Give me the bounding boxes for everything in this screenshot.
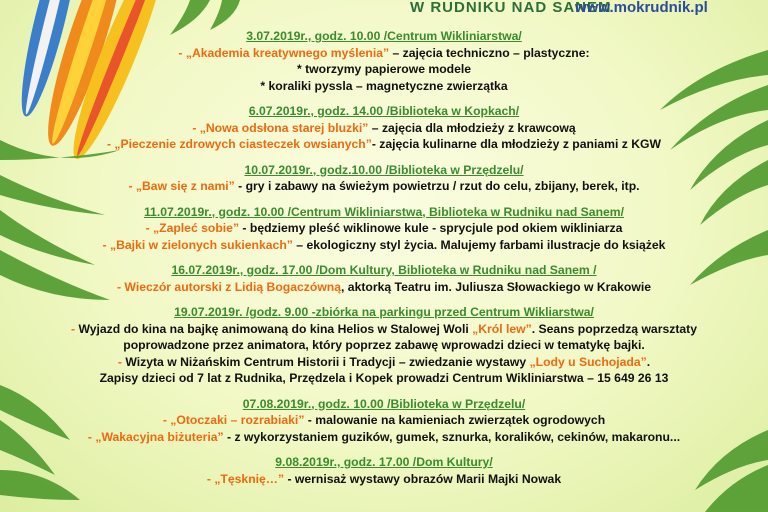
event-line bbox=[0, 354, 768, 371]
event-line bbox=[0, 178, 768, 195]
event-pre: - bbox=[116, 279, 125, 294]
event-pre: - bbox=[70, 321, 79, 336]
event-date: 07.08.2019r., godz. 10.00 /Biblioteka w Przędzelu/ bbox=[242, 396, 526, 411]
event-line bbox=[0, 471, 768, 488]
event-line bbox=[0, 136, 768, 153]
event-hl: „Baw się z nami” bbox=[135, 179, 235, 193]
header-title: W RUDNIKU NAD SANEM bbox=[410, 0, 612, 16]
event-hl: „Pieczenie zdrowych ciasteczek owsianych” bbox=[114, 137, 372, 151]
event-line bbox=[0, 61, 768, 78]
event-post: - zajęcia kulinarne dla młodzieży z paniami z KGW bbox=[371, 137, 662, 151]
event-post: - wernisaż wystawy obrazów Marii Majki Nowak bbox=[284, 471, 562, 486]
event-pre: - bbox=[87, 429, 96, 444]
event-line bbox=[0, 321, 768, 338]
event-block bbox=[0, 262, 768, 295]
event-hl: „Bajki w zielonych sukienkach” bbox=[110, 237, 293, 252]
event-post: poprowadzone przez animatora, który poprzez zabawę wprowadzi dzieci w tematykę bajki. bbox=[123, 338, 645, 352]
event-post: – zajęcia dla młodzieży z krawcową bbox=[368, 120, 576, 135]
event-block bbox=[0, 396, 768, 446]
event-block bbox=[0, 454, 768, 487]
event-post: Zapisy dzieci od 7 lat z Rudnika, Przędzela i Kopek prowadzi Centrum Wikliniarstwa – 15 649 26 13 bbox=[99, 371, 669, 385]
event-date: 11.07.2019r., godz. 10.00 /Centrum Wikliniarstwa, Biblioteka w Rudniku nad Sanem/ bbox=[143, 204, 625, 219]
event-post: Wizyta w Niżańskim Centrum Historii i Tradycji – zwiedzanie wystawy bbox=[125, 354, 530, 369]
event-line bbox=[0, 429, 768, 446]
event-line bbox=[0, 220, 768, 237]
event-hl: „Otoczaki – rozrabiaki” bbox=[170, 413, 305, 427]
event-pre: - bbox=[162, 413, 171, 427]
event-date: 9.08.2019r., godz. 17.00 /Dom Kultury/ bbox=[275, 455, 493, 469]
event-pre: - bbox=[178, 45, 186, 60]
event-post: * tworzymy papierowe modele bbox=[296, 62, 472, 76]
event-hl: „Zapleć sobie” bbox=[153, 221, 240, 235]
event-post: - gry i zabawy na świeżym powietrzu / rzut do celu, zbijany, berek, itp. bbox=[234, 179, 640, 193]
event-post: * koraliki pyssla – magnetyczne zwierzątka bbox=[260, 78, 508, 93]
event-hl: „Akademia kreatywnego myślenia” bbox=[185, 45, 390, 60]
event-block bbox=[0, 204, 768, 254]
event-line bbox=[0, 237, 768, 254]
event-post: – zajęcia techniczno – plastyczne: bbox=[389, 45, 590, 60]
event-pre: - bbox=[128, 179, 136, 193]
event-post: - malowanie na kamieniach zwierzątek ogrodowych bbox=[304, 413, 606, 427]
event-pre: - bbox=[102, 237, 110, 252]
event-pre: - bbox=[192, 120, 200, 135]
event-block bbox=[0, 28, 768, 94]
event-line bbox=[0, 120, 768, 137]
event-line bbox=[0, 412, 768, 429]
event-date: 6.07.2019r., godz. 14.00 /Biblioteka w Kopkach/ bbox=[248, 104, 520, 118]
event-date: 19.07.2019r. /godz. 9.00 -zbiórka na parkingu przed Centrum Wikliarstwa/ bbox=[174, 305, 594, 319]
event-post: – ekologiczny styl życia. Malujemy farbami ilustracje do książek bbox=[292, 237, 666, 252]
event-line bbox=[0, 279, 768, 296]
event-hl: „Tęsknię…” bbox=[214, 471, 285, 486]
event-pre: - bbox=[117, 354, 126, 369]
event-hl2: „Lody u Suchojada” bbox=[529, 354, 647, 369]
event-hl2: „Król lew” bbox=[472, 321, 532, 336]
event-hl: „Nowa odsłona starej bluzki” bbox=[199, 120, 369, 135]
website-link[interactable]: www.mokrudnik.pl bbox=[575, 0, 708, 16]
event-pre: - bbox=[206, 471, 215, 486]
event-block bbox=[0, 162, 768, 195]
event-date: 10.07.2019r., godz.10.00 /Biblioteka w Przędzelu/ bbox=[244, 162, 524, 177]
event-line bbox=[0, 370, 768, 387]
event-post: - będziemy pleść wiklinowe kule - sprycjule pod okiem wikliniarza bbox=[239, 221, 623, 235]
event-line bbox=[0, 78, 768, 95]
event-block bbox=[0, 103, 768, 153]
event-pre: - bbox=[106, 137, 115, 151]
event-post2: . bbox=[646, 354, 651, 369]
event-post: - z wykorzystaniem guzików, gumek, sznurka, koralików, cekinów, makaronu... bbox=[223, 429, 681, 444]
event-line bbox=[0, 337, 768, 354]
event-block bbox=[0, 304, 768, 387]
event-schedule bbox=[0, 28, 768, 496]
event-date: 16.07.2019r., godz. 17.00 /Dom Kultury, Biblioteka w Rudniku nad Sanem / bbox=[171, 263, 597, 277]
event-post2: . Seans poprzedzą warsztaty bbox=[531, 321, 697, 336]
event-date: 3.07.2019r., godz. 10.00 /Centrum Wikliniarstwa/ bbox=[246, 29, 522, 43]
event-post: Wyjazd do kina na bajkę animowaną do kina Helios w Stalowej Woli bbox=[78, 321, 473, 336]
event-pre: - bbox=[145, 221, 154, 235]
event-post: , aktorką Teatru im. Juliusza Słowackiego w Krakowie bbox=[341, 279, 652, 294]
event-hl: „Wakacyjna biżuteria” bbox=[95, 429, 224, 444]
event-hl: Wieczór autorski z Lidią Bogaczówną bbox=[124, 279, 342, 294]
event-line bbox=[0, 45, 768, 62]
